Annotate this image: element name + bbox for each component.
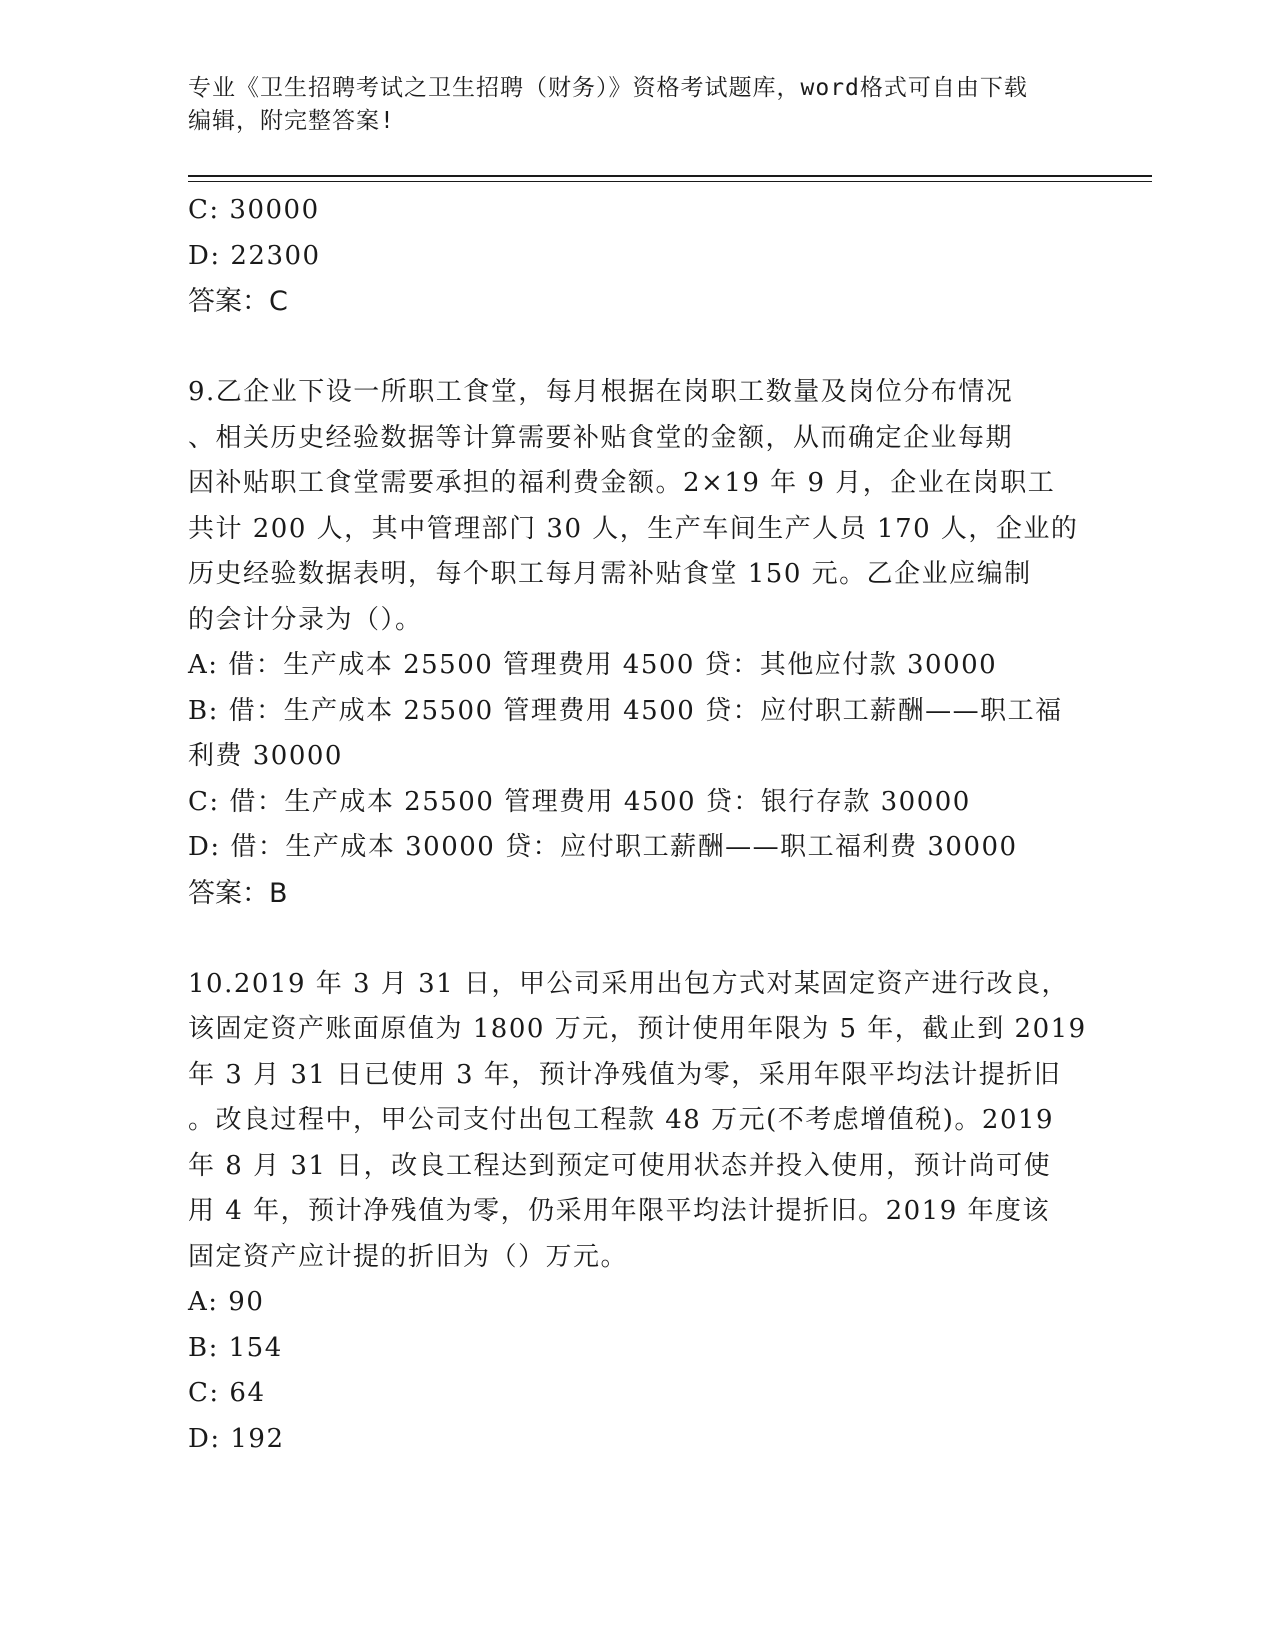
question-10	[188, 962, 1088, 1463]
header-line-2: 编辑，附完整答案!	[188, 108, 395, 134]
document-body	[188, 188, 1088, 1462]
question-stem-line: 9.乙企业下设一所职工食堂，每月根据在岗职工数量及岗位分布情况	[188, 377, 1014, 407]
option-b: B: 借：生产成本 25500 管理费用 4500 贷：应付职工薪酬——职工福	[188, 695, 1063, 726]
header-divider-thin	[188, 181, 1152, 182]
spacer	[188, 325, 1088, 371]
question-stem-line: 该固定资产账面原值为 1800 万元，预计使用年限为 5 年，截止到 2019	[188, 1014, 1087, 1044]
previous-question	[188, 188, 1088, 325]
option-c: C: 64	[188, 1378, 266, 1408]
question-stem-line: 年 3 月 31 日已使用 3 年，预计净残值为零，采用年限平均法计提折旧	[188, 1059, 1062, 1090]
question-stem-line: 固定资产应计提的折旧为（）万元。	[188, 1241, 629, 1272]
option-c: C: 借：生产成本 25500 管理费用 4500 贷：银行存款 30000	[188, 786, 971, 817]
option-b-continued: 利费 30000	[188, 741, 343, 771]
question-stem-line: 10.2019 年 3 月 31 日，甲公司采用出包方式对某固定资产进行改良，	[188, 968, 1069, 999]
question-stem-line: 共计 200 人，其中管理部门 30 人，生产车间生产人员 170 人，企业的	[188, 513, 1079, 544]
question-stem-line: 历史经验数据表明，每个职工每月需补贴食堂 150 元。乙企业应编制	[188, 559, 1032, 589]
document-header	[188, 72, 1088, 138]
option-c: C: 30000	[188, 195, 320, 225]
question-stem-line: 用 4 年，预计净残值为零，仍采用年限平均法计提折旧。2019 年度该	[188, 1196, 1051, 1226]
answer-line: 答案：C	[188, 286, 288, 317]
header-divider-thick	[188, 175, 1152, 177]
header-line-1: 专业《卫生招聘考试之卫生招聘（财务）》资格考试题库，word格式可自由下载	[188, 75, 1028, 101]
option-d: D: 192	[188, 1423, 285, 1454]
question-stem-line: 。改良过程中，甲公司支付出包工程款 48 万元(不考虑增值税)。2019	[188, 1105, 1055, 1135]
spacer	[188, 916, 1088, 962]
question-stem-line: 的会计分录为（）。	[188, 604, 423, 635]
option-a: A: 借：生产成本 25500 管理费用 4500 贷：其他应付款 30000	[188, 650, 998, 680]
option-b: B: 154	[188, 1332, 283, 1363]
option-d: D: 借：生产成本 30000 贷：应付职工薪酬——职工福利费 30000	[188, 832, 1018, 862]
question-9	[188, 370, 1088, 916]
question-stem-line: 因补贴职工食堂需要承担的福利费金额。2×19 年 9 月，企业在岗职工	[188, 468, 1056, 498]
question-stem-line: 年 8 月 31 日，改良工程达到预定可使用状态并投入使用，预计尚可使	[188, 1150, 1052, 1181]
question-stem-line: 、相关历史经验数据等计算需要补贴食堂的金额，从而确定企业每期	[188, 422, 1014, 453]
answer-line: 答案：B	[188, 877, 288, 909]
option-a: A: 90	[188, 1287, 265, 1317]
option-d: D: 22300	[188, 240, 321, 271]
